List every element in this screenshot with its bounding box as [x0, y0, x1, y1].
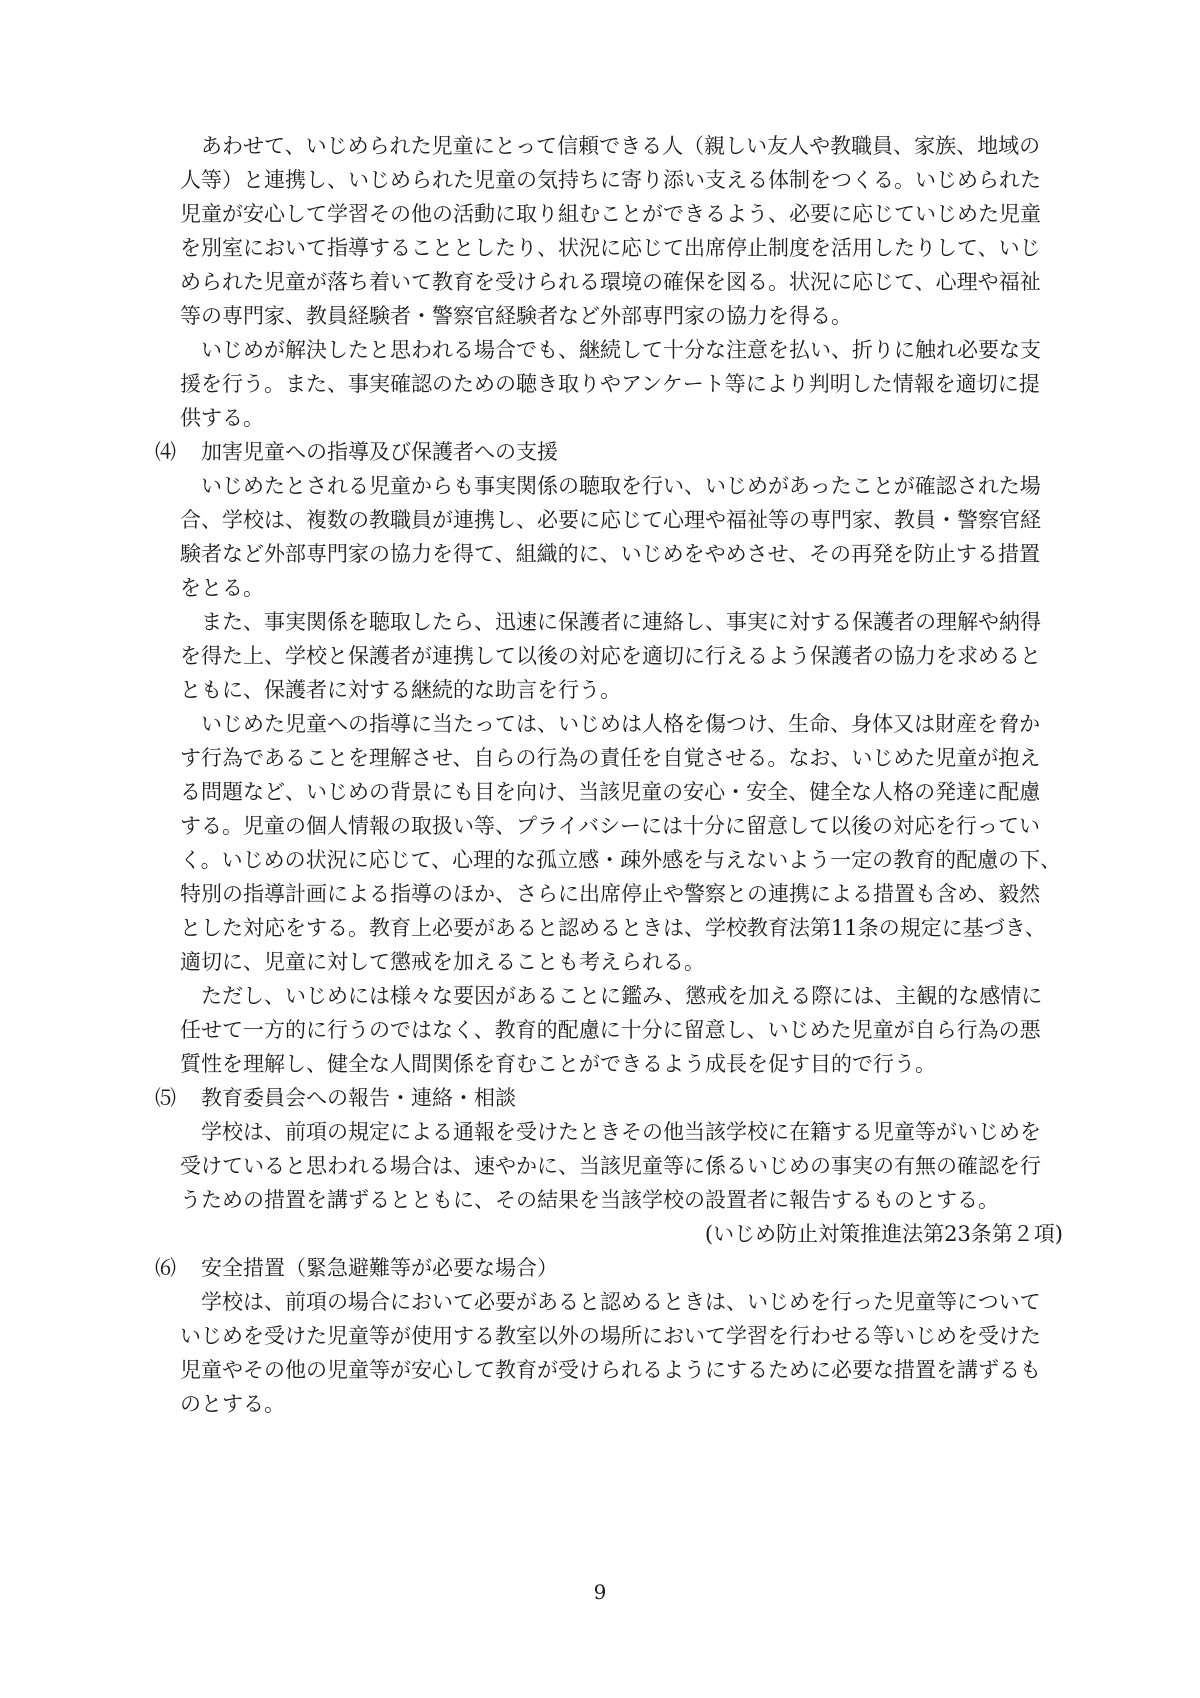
section-5-paragraph-1	[180, 1115, 1075, 1251]
section-title: 教育委員会への報告・連絡・相談	[201, 1086, 516, 1110]
paragraph-followup	[180, 333, 1075, 435]
text-line: ただし、いじめには様々な要因があることに鑑み、懲戒を加える際には、主観的な感情に	[201, 984, 1043, 1008]
page-number: 9	[593, 1580, 607, 1604]
text-line: とした対応をする。教育上必要があると認めるときは、学校教育法第11条の規定に基づき、	[180, 916, 1046, 940]
text-line: 学校は、前項の規定による通報を受けたときその他当該学校に在籍する児童等がいじめを	[201, 1120, 1041, 1144]
legal-citation: (いじめ防止対策推進法第23条第２項)	[704, 1222, 1063, 1246]
paragraph-support-victim	[180, 129, 1075, 333]
text-line: 適切に、児童に対して懲戒を加えることも考えられる。	[180, 950, 705, 974]
text-line: 児童が安心して学習その他の活動に取り組むことができるよう、必要に応じていじめた児童	[180, 202, 1041, 226]
text-line: 児童やその他の児童等が安心して教育が受けられるようにするために必要な措置を講ずるも	[180, 1358, 1041, 1382]
section-number: ⑷	[155, 440, 176, 464]
section-6-paragraph-1	[180, 1285, 1075, 1421]
text-line: いじめたとされる児童からも事実関係の聴取を行い、いじめがあったことが確認された場	[201, 474, 1041, 498]
text-line: 質性を理解し、健全な人間関係を育むことができるよう成長を促す目的で行う。	[180, 1052, 936, 1076]
text-line: 等の専門家、教員経験者・警察官経験者など外部専門家の協力を得る。	[180, 304, 852, 328]
section-4-paragraph-3	[180, 707, 1075, 979]
text-line: する。児童の個人情報の取扱い等、プライバシーには十分に留意して以後の対応を行ってい	[180, 814, 1040, 838]
section-4-paragraph-4	[180, 979, 1075, 1081]
text-line: 特別の指導計画による指導のほか、さらに出席停止や警察との連携による措置も含め、毅然	[180, 882, 1041, 906]
text-line: 援を行う。また、事実確認のための聴き取りやアンケート等により判明した情報を適切に提	[180, 372, 1040, 396]
section-title: 安全措置（緊急避難等が必要な場合）	[201, 1256, 558, 1280]
text-line: いじめた児童への指導に当たっては、いじめは人格を傷つけ、生命、身体又は財産を脅か	[201, 712, 1041, 736]
text-line: す行為であることを理解させ、自らの行為の責任を自覚させる。なお、いじめた児童が抱え	[180, 746, 1041, 770]
section-heading-4	[155, 435, 1075, 469]
text-line: を得た上、学校と保護者が連携して以後の対応を適切に行えるよう保護者の協力を求めると	[180, 644, 1041, 668]
text-line: 人等）と連携し、いじめられた児童の気持ちに寄り添い支える体制をつくる。いじめられた	[180, 168, 1041, 192]
section-number: ⑸	[155, 1086, 176, 1110]
text-line: いじめを受けた児童等が使用する教室以外の場所において学習を行わせる等いじめを受けた	[180, 1324, 1041, 1348]
section-title: 加害児童への指導及び保護者への支援	[201, 440, 558, 464]
text-line: ともに、保護者に対する継続的な助言を行う。	[180, 678, 621, 702]
text-line: められた児童が落ち着いて教育を受けられる環境の確保を図る。状況に応じて、心理や福祉	[180, 270, 1041, 294]
text-line: 任せて一方的に行うのではなく、教育的配慮に十分に留意し、いじめた児童が自ら行為の悪	[180, 1018, 1041, 1042]
section-4-paragraph-2	[180, 605, 1075, 707]
section-4-paragraph-1	[180, 469, 1075, 605]
text-line: 験者など外部専門家の協力を得て、組織的に、いじめをやめさせ、その再発を防止する措置	[180, 542, 1040, 566]
text-line: をとる。	[180, 576, 264, 600]
body-text	[155, 129, 1075, 1421]
section-heading-6	[155, 1251, 1075, 1285]
text-line: 受けていると思われる場合は、速やかに、当該児童等に係るいじめの事実の有無の確認を行	[180, 1154, 1041, 1178]
text-line: 合、学校は、複数の教職員が連携し、必要に応じて心理や福祉等の専門家、教員・警察官経	[180, 508, 1041, 532]
section-number: ⑹	[155, 1256, 176, 1280]
text-line: また、事実関係を聴取したら、迅速に保護者に連絡し、事実に対する保護者の理解や納得	[201, 610, 1041, 634]
text-line: いじめが解決したと思われる場合でも、継続して十分な注意を払い、折りに触れ必要な支	[201, 338, 1041, 362]
text-line: のとする。	[180, 1392, 285, 1416]
text-line: うための措置を講ずるとともに、その結果を当該学校の設置者に報告するものとする。	[180, 1188, 999, 1212]
text-line: あわせて、いじめられた児童にとって信頼できる人（親しい友人や教職員、家族、地域の	[201, 134, 1041, 158]
text-line: 学校は、前項の場合において必要があると認めるときは、いじめを行った児童等について	[201, 1290, 1041, 1314]
text-line: く。いじめの状況に応じて、心理的な孤立感・疎外感を与えないよう一定の教育的配慮の下、	[180, 848, 1062, 872]
text-line: る問題など、いじめの背景にも目を向け、当該児童の安心・安全、健全な人格の発達に配慮	[180, 780, 1041, 804]
text-line: を別室において指導することとしたり、状況に応じて出席停止制度を活用したりして、いじ	[180, 236, 1041, 260]
section-heading-5	[155, 1081, 1075, 1115]
text-line: 供する。	[180, 406, 264, 430]
